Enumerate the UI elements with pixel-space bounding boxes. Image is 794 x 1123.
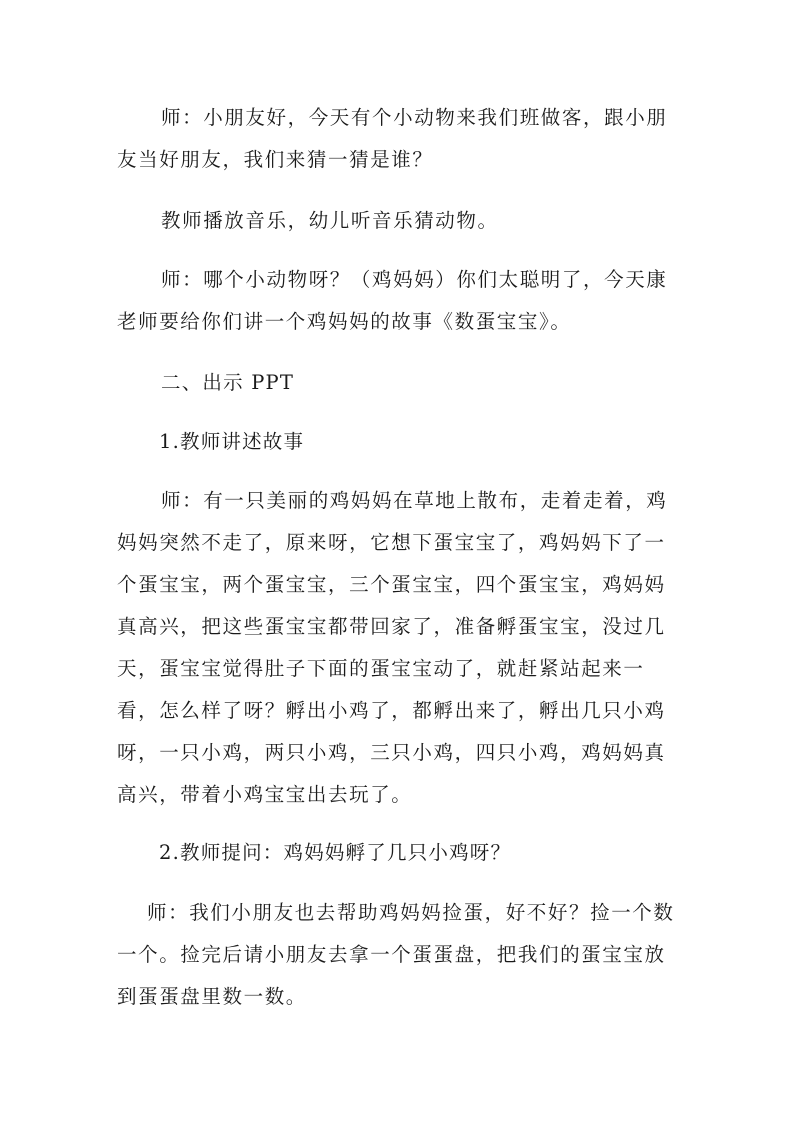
paragraph-collect-eggs: 师：我们小朋友也去帮助鸡妈妈捡蛋，好不好？捡一个数一个。捡完后请小朋友去拿一个蛋蛋盘，把我们的蛋宝宝放到蛋蛋盘里数一数。 [117,901,675,1008]
subheading-tell-story: 1.教师讲述故事 [159,430,305,453]
section-heading-ppt: 二、出示 PPT [161,371,295,394]
subheading-question: 2.教师提问：鸡妈妈孵了几只小鸡呀？ [159,841,512,864]
paragraph-music: 教师播放音乐，幼儿听音乐猜动物。 [161,209,499,232]
paragraph-story: 师：有一只美丽的鸡妈妈在草地上散布，走着走着，鸡妈妈突然不走了，原来呀，它想下蛋宝宝了，鸡妈妈下了一个蛋宝宝，两个蛋宝宝，三个蛋宝宝，四个蛋宝宝，鸡妈妈真高兴，把这些蛋宝宝都带回家了，准备孵蛋宝宝，没过几天，蛋宝宝觉得肚子下面的蛋宝宝动了，就赶紧站起来一看，怎么样了呀？孵出小鸡了，都孵出来了，孵出几只小鸡呀，一只小鸡，两只小鸡，三只小鸡，四只小鸡，鸡妈妈真高兴，带着小鸡宝宝出去玩了。 [117,489,668,806]
paragraph-which-animal: 师：哪个小动物呀？（鸡妈妈）你们太聪明了，今天康老师要给你们讲一个鸡妈妈的故事《数蛋宝宝》。 [117,268,668,333]
paragraph-greeting: 师：小朋友好，今天有个小动物来我们班做客，跟小朋友当好朋友，我们来猜一猜是谁？ [117,106,668,171]
